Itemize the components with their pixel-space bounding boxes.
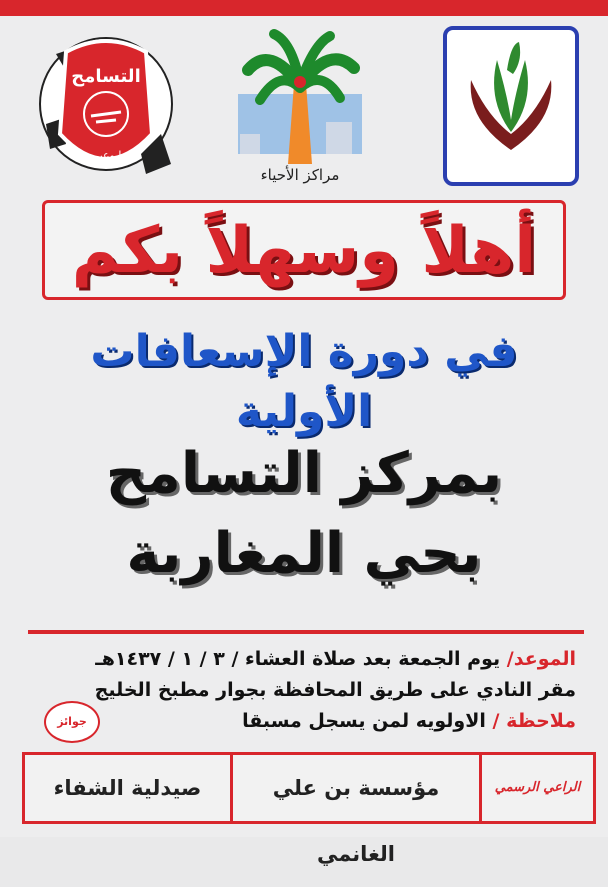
leaf-emblem-icon bbox=[447, 30, 575, 182]
neighborhood-name: بحي المغاربة bbox=[126, 521, 482, 586]
sponsor-foundation: مؤسسة بن علي الغانمي bbox=[230, 755, 482, 821]
note-label: ملاحظة / bbox=[492, 710, 576, 732]
note-value: الاولويه لمن يسجل مسبقا bbox=[242, 710, 486, 732]
club-logo bbox=[36, 24, 176, 194]
official-sponsor-label: الراعي الرسمي bbox=[494, 780, 581, 795]
time-line bbox=[36, 648, 576, 670]
ahyaa-caption: مراكز الأحياء bbox=[260, 166, 340, 184]
headline: أهلاً وسهلاً بكم bbox=[71, 214, 537, 288]
club-name: التسامح bbox=[71, 66, 141, 87]
top-red-band bbox=[0, 0, 608, 16]
charity-logo bbox=[443, 26, 579, 186]
info-divider-top bbox=[28, 630, 584, 634]
sponsors-bar bbox=[22, 752, 596, 866]
center-name: بمركز التسامح bbox=[105, 441, 503, 506]
location-line: مقر النادي على طريق المحافظة بجوار مطبخ الخليج bbox=[94, 679, 576, 701]
time-label: الموعد/ bbox=[506, 648, 576, 670]
course-title: في دورة الإسعافات الأولية bbox=[90, 326, 518, 437]
sponsor-pharmacy: صيدلية الشفاء bbox=[53, 776, 202, 800]
note-line bbox=[36, 710, 576, 732]
time-value: يوم الجمعة بعد صلاة العشاء / ٣ / ١ / ١٤٣٧هـ bbox=[95, 648, 501, 670]
club-city: ابوعبي bbox=[90, 149, 122, 162]
prizes-badge: جوائز bbox=[44, 701, 100, 743]
